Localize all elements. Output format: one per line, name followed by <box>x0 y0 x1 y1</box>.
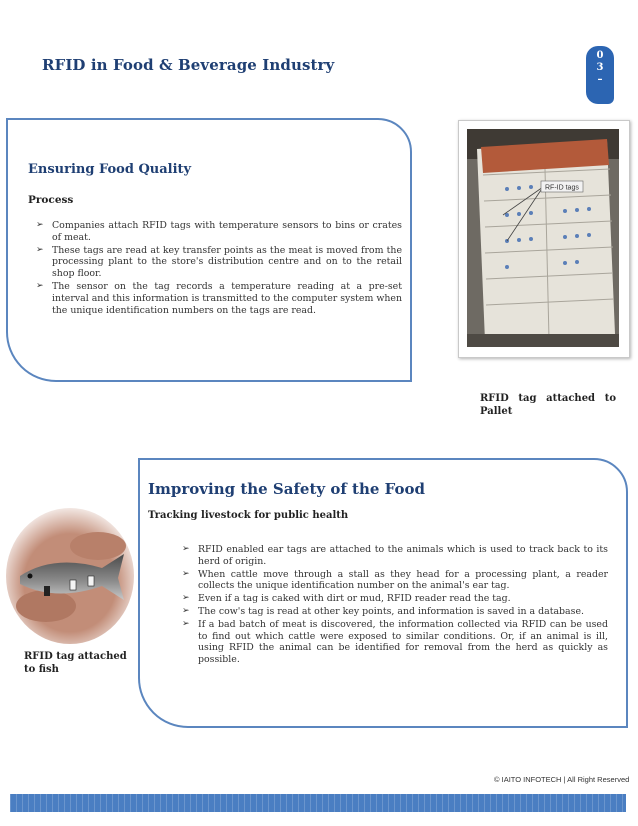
arrow-bullet-icon: ➢ <box>182 593 190 604</box>
list-item: ➢ Companies attach RFID tags with temperature sensors to bins or crates of meat. <box>36 220 402 243</box>
fish-in-hands-image <box>6 506 134 644</box>
arrow-bullet-icon: ➢ <box>182 618 190 629</box>
fish-photo <box>6 506 134 644</box>
arrow-bullet-icon: ➢ <box>182 544 190 554</box>
rfid-tags-label: RF-ID tags <box>545 184 579 192</box>
arrow-bullet-icon: ➢ <box>182 605 190 616</box>
pallet-caption: RFID tag attached to Pallet <box>480 393 616 417</box>
section-heading-food-quality: Ensuring Food Quality <box>28 162 192 177</box>
page-number-badge: 0 3 – <box>586 46 614 104</box>
list-item: ➢ Even if a tag is caked with dirt or mud, RFID reader read the tag. <box>182 593 511 605</box>
arrow-bullet-icon: ➢ <box>182 568 190 579</box>
list-item: ➢ RFID enabled ear tags are attached to the animals which is used to track back to its herd of origin. <box>182 544 608 567</box>
list-item: ➢ When cattle move through a stall as they head for a processing plant, a reader collects the unique identification number on the animal's ear tag. <box>182 568 608 592</box>
footer-band <box>10 794 626 812</box>
process-bullet-list <box>22 220 402 317</box>
arrow-bullet-icon: ➢ <box>36 280 44 291</box>
fish-caption: RFID tag attached to fish <box>24 651 127 675</box>
arrow-bullet-icon: ➢ <box>36 220 44 230</box>
list-item: ➢ If a bad batch of meat is discovered, the information collected via RFID can be used to find out which cattle were exposed to similar conditions. Or, if an animal is ill, using RFID the animal can be identified for removal from the herd as quickly as possible. <box>182 618 608 666</box>
list-item: ➢ These tags are read at key transfer points as the meat is moved from the processing plant to the store's distribution centre and on to the retail shop floor. <box>36 244 402 280</box>
list-item: ➢ The sensor on the tag records a temperature reading at a pre-set interval and this information is transmitted to the computer system when the unique identification numbers on the tags are read. <box>36 280 402 316</box>
pallet-photo <box>458 120 630 358</box>
list-item: ➢ The cow's tag is read at other key points, and information is saved in a database. <box>182 605 584 617</box>
section-heading-food-safety: Improving the Safety of the Food <box>148 480 425 498</box>
pallet-crates-image <box>467 129 619 347</box>
section-subheading-livestock: Tracking livestock for public health <box>148 510 349 521</box>
footer-copyright: © IAITO INFOTECH | All Right Reserved <box>494 775 630 784</box>
page-title: RFID in Food & Beverage Industry <box>42 56 335 74</box>
arrow-bullet-icon: ➢ <box>36 244 44 255</box>
livestock-bullet-list <box>168 544 608 667</box>
section-subheading-process: Process <box>28 194 74 206</box>
